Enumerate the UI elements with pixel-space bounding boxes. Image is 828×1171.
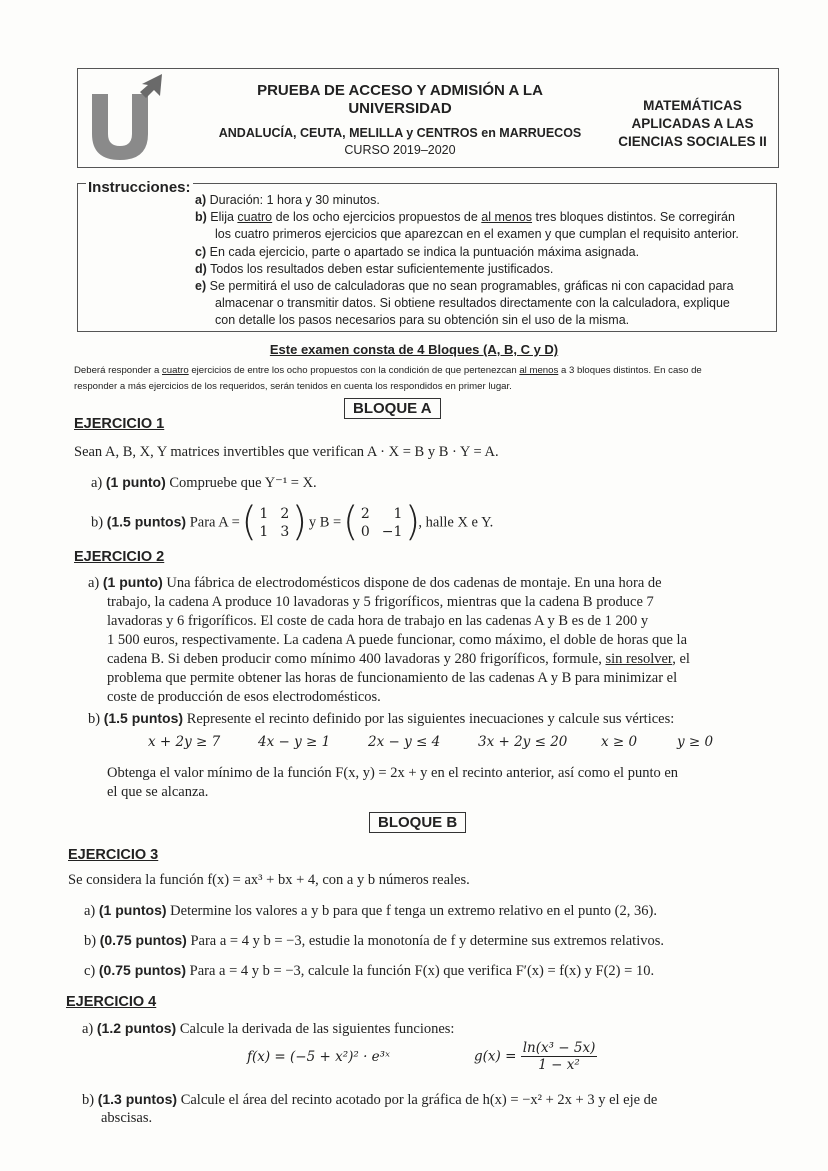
exam-region: ANDALUCÍA, CEUTA, MELILLA y CENTROS en MARRUECOS <box>218 126 582 140</box>
label: a) <box>195 193 207 207</box>
exam-structure-note <box>74 363 774 395</box>
text: Elija <box>210 210 238 224</box>
matrix-cell: 0 <box>360 524 370 540</box>
inequality: x ≥ 0 <box>601 734 638 750</box>
text: Para a = 4 y b = −3, estudie la monotonía de f y determine sus extremos relativos. <box>190 933 664 949</box>
points: (1 punto) <box>105 474 166 490</box>
text: Duración: 1 hora y 30 minutos. <box>209 193 380 207</box>
subject-line3: CIENCIAS SOCIALES II <box>618 134 767 149</box>
instructions-title: Instrucciones: <box>88 179 191 196</box>
exercise-2a <box>88 573 758 593</box>
text: responder a más ejercicios de los requeridos, serán tenidos en cuenta los respondidos en primer lugar. <box>74 381 512 392</box>
label: a) <box>82 1021 94 1037</box>
text: trabajo, la cadena A produce 10 lavadoras y 5 frigoríficos, mientras que la cadena B produce 7 <box>107 594 654 610</box>
text: Represente el recinto definido por las siguientes inecuaciones y calcule sus vértices: <box>186 711 675 727</box>
text: , el <box>672 651 690 667</box>
exam-structure-heading: Este examen consta de 4 Bloques (A, B, C y D) <box>269 342 559 357</box>
text: problema que permite obtener las horas de funcionamiento de las cadenas A y B para minimizar el <box>107 670 678 686</box>
text: Determine los valores a y b para que f tenga un extremo relativo en el punto (2, 36). <box>170 903 657 919</box>
exercise-3a <box>84 901 657 921</box>
points: (1 punto) <box>102 574 163 590</box>
text: almacenar o transmitir datos. Si obtiene resultados directamente con la calculadora, explique <box>215 296 730 310</box>
instruction-b <box>195 209 765 243</box>
text: el que se alcanza. <box>107 784 209 800</box>
points: (1.5 puntos) <box>103 710 184 726</box>
text: cadena B. Si deben producir como mínimo 400 lavadoras y 280 frigoríficos, formule, <box>107 651 606 667</box>
subject-name <box>605 97 780 151</box>
numerator: ln(x³ − 5x) <box>522 1040 596 1056</box>
exam-title-line2: UNIVERSIDAD <box>348 100 452 117</box>
paren-left-icon: ( <box>241 499 257 545</box>
text: sin resolver <box>605 651 673 667</box>
points: (1.2 puntos) <box>96 1020 177 1036</box>
label: a) <box>84 903 96 919</box>
denominator: 1 − x² <box>538 1057 580 1073</box>
exercise-1-intro: Sean A, B, X, Y matrices invertibles que verifican A · X = B y B · Y = A. <box>74 444 499 460</box>
points: (1.5 puntos) <box>106 513 187 530</box>
text: tres bloques distintos. Se corregirán <box>532 210 735 224</box>
label: c) <box>195 245 207 259</box>
exercise-1a <box>91 473 317 493</box>
paren-right-icon: ) <box>404 499 421 545</box>
matrix-cell: 2 <box>360 506 370 522</box>
label: b) <box>195 210 207 224</box>
label: b) <box>88 711 101 727</box>
text: Para a = 4 y b = −3, calcule la función F(x) que verifica F′(x) = f(x) y F(2) = 10. <box>189 963 655 979</box>
matrix-a <box>241 499 308 545</box>
exercise-2b <box>88 709 674 729</box>
text: cuatro <box>237 210 273 224</box>
text: cuatro <box>162 365 189 376</box>
text: Para A = <box>189 514 240 531</box>
text: de los ocho ejercicios propuestos de <box>272 210 482 224</box>
points: (1.3 puntos) <box>97 1091 178 1107</box>
instruction-e <box>195 278 765 329</box>
exercise-4a <box>82 1019 454 1039</box>
matrix-cell: 1 <box>393 506 403 522</box>
instruction-d <box>195 261 765 278</box>
exercise-2-title: EJERCICIO 2 <box>74 549 165 565</box>
subject-line1: MATEMÁTICAS <box>643 98 742 113</box>
subject-line2: APLICADAS A LAS <box>631 116 754 131</box>
exercise-1b <box>91 499 494 545</box>
text: Se permitirá el uso de calculadoras que no sean programables, gráficas ni con capacidad para <box>209 279 734 293</box>
text: Una fábrica de electrodomésticos dispone de dos cadenas de montaje. En una hora de <box>166 575 662 591</box>
label: b) <box>82 1092 95 1108</box>
text: lavadoras y 6 frigoríficos. El coste de cada hora de trabajo en las cadenas A y B es de 1 200 y <box>107 613 649 629</box>
instruction-c <box>195 244 765 261</box>
text: Deberá responder a <box>74 365 162 376</box>
inequality: x + 2y ≥ 7 <box>148 734 221 750</box>
exercise-3c <box>84 961 654 981</box>
text: al menos <box>481 210 533 224</box>
text: Obtenga el valor mínimo de la función F(x, y) = 2x + y en el recinto anterior, así como el punto en <box>107 765 679 781</box>
text: Todos los resultados deben estar suficientemente justificados. <box>210 262 554 276</box>
inequality: 3x + 2y ≤ 20 <box>478 734 568 750</box>
label: e) <box>195 279 207 293</box>
exercise-3-title: EJERCICIO 3 <box>68 847 159 863</box>
text: Calcule el área del recinto acotado por la gráfica de h(x) = −x² + 2x + 3 y el eje de <box>180 1092 658 1108</box>
text: con detalle los pasos necesarios para su obtención sin el uso de la misma. <box>215 313 630 327</box>
inequality: 4x − y ≥ 1 <box>258 734 331 750</box>
paren-left-icon: ( <box>342 499 359 545</box>
text: ejercicios de entre los ocho propuestos con la condición de que pertenezcan <box>188 365 520 376</box>
exercise-2a-body <box>107 593 758 707</box>
points: (0.75 puntos) <box>99 932 187 948</box>
matrix-b <box>342 499 421 545</box>
exam-title-line1: PRUEBA DE ACCESO Y ADMISIÓN A LA <box>257 82 543 99</box>
matrix-cell: 1 <box>259 524 269 540</box>
matrix-cell: 2 <box>280 506 290 522</box>
text: , halle X e Y. <box>418 514 494 531</box>
text: a 3 bloques distintos. En caso de <box>558 365 702 376</box>
text: g(x) = <box>474 1048 517 1065</box>
points: (1 puntos) <box>98 902 167 918</box>
exercise-3-intro: Se considera la función f(x) = ax³ + bx + 4, con a y b números reales. <box>68 872 470 888</box>
text: al menos <box>519 365 559 376</box>
text: Compruebe que Y⁻¹ = X. <box>169 475 317 491</box>
label: b) <box>91 514 104 531</box>
university-logo <box>84 72 174 162</box>
instruction-a <box>195 192 765 209</box>
matrix-cell: 3 <box>280 524 290 540</box>
bloque-b-label: BLOQUE B <box>369 812 466 833</box>
exercise-4b-body: abscisas. <box>101 1110 153 1126</box>
bloque-a-label: BLOQUE A <box>344 398 441 419</box>
text: y B = <box>308 514 342 531</box>
exercise-4b <box>82 1090 752 1110</box>
label: b) <box>84 933 97 949</box>
exercise-4-title: EJERCICIO 4 <box>66 994 157 1010</box>
exercise-2b-body <box>107 764 758 802</box>
text: En cada ejercicio, parte o apartado se indica la puntuación máxima asignada. <box>209 245 640 259</box>
function-g <box>474 1040 597 1073</box>
fraction <box>521 1040 598 1073</box>
inequality: y ≥ 0 <box>677 734 714 750</box>
paren-right-icon: ) <box>291 499 308 545</box>
label: c) <box>84 963 96 979</box>
text: Calcule la derivada de las siguientes funciones: <box>179 1021 455 1037</box>
matrix-cell: 1 <box>259 506 269 522</box>
text: coste de producción de esos electrodomésticos. <box>107 689 381 705</box>
label: a) <box>88 575 100 591</box>
text: 1 500 euros, respectivamente. La cadena A puede funcionar, como máximo, el doble de horas que la <box>107 632 688 648</box>
text: los cuatro primeros ejercicios que aparezcan en el examen y que cumplan el requisito anterior. <box>215 227 739 241</box>
exercise-1-title: EJERCICIO 1 <box>74 416 165 432</box>
matrix-cell: −1 <box>381 524 403 540</box>
label: d) <box>195 262 207 276</box>
exam-course: CURSO 2019–2020 <box>344 143 456 157</box>
label: a) <box>91 475 103 491</box>
points: (0.75 puntos) <box>98 962 187 978</box>
function-f: f(x) = (−5 + x²)² · e³ˣ <box>247 1049 390 1065</box>
inequality: 2x − y ≤ 4 <box>368 734 441 750</box>
exercise-3b <box>84 931 664 951</box>
